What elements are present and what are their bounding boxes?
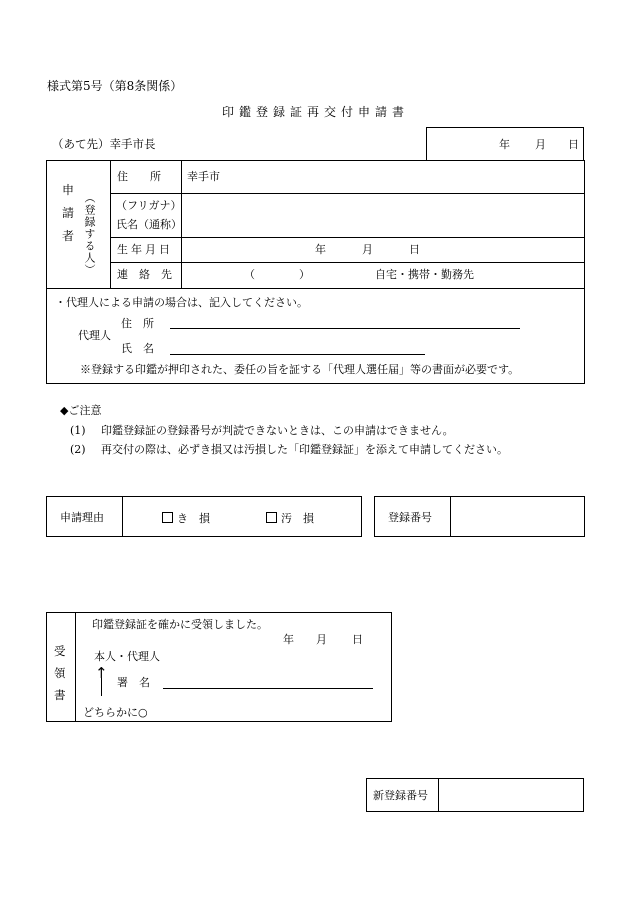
receipt-month-label: 月 [316, 633, 327, 646]
notes-heading: ◆ご注意 [60, 404, 102, 417]
damaged-checkbox[interactable] [162, 512, 173, 523]
birth-month-label: 月 [362, 243, 373, 256]
soiled-checkbox[interactable] [266, 512, 277, 523]
name-label: 氏名（通称） [116, 218, 182, 231]
agent-address-field[interactable] [170, 328, 520, 329]
registration-label: 登録番号 [388, 511, 432, 524]
note-2-text: 再交付の際は、必ずき損又は汚損した「印鑑登録証」を添えて申請してください。 [101, 443, 508, 456]
note-1-text: 印鑑登録証の登録番号が判読できないときは、この申請はできません。 [101, 424, 454, 437]
birth-year-label: 年 [315, 243, 326, 256]
date-year-label: 年 [499, 138, 510, 151]
receipt-year-label: 年 [283, 633, 294, 646]
addressee: （あて先）幸手市長 [52, 137, 156, 151]
new-registration-label: 新登録番号 [373, 789, 428, 802]
receipt-statement: 印鑑登録証を確かに受領しました。 [92, 618, 268, 631]
note-2-num: (2) [70, 443, 86, 456]
agent-requirement: ※登録する印鑑が押印された、委任の旨を証する「代理人選任届」等の書面が必要です。 [80, 363, 520, 376]
address-value[interactable]: 幸手市 [187, 170, 220, 183]
receipt-circle-note: どちらかに○ [83, 706, 148, 719]
registration-number-field[interactable] [451, 497, 583, 536]
agent-note: ・代理人による申請の場合は、記入してください。 [55, 296, 308, 309]
receipt-sign-field[interactable] [163, 688, 373, 689]
reason-label: 申請理由 [60, 511, 104, 524]
date-day-label: 日 [568, 138, 579, 151]
birth-label: 生年月日 [117, 243, 173, 256]
receipt-side-label: 受領書 [54, 644, 66, 702]
agent-label: 代理人 [78, 329, 111, 342]
receipt-person[interactable]: 本人・代理人 [94, 650, 160, 663]
receipt-day-label: 日 [352, 633, 363, 646]
reason-option-damaged[interactable]: き 損 [162, 512, 210, 524]
address-label: 住 所 [117, 170, 161, 183]
contact-label: 連 絡 先 [117, 268, 172, 281]
date-month-label: 月 [535, 138, 546, 151]
birth-day-label: 日 [409, 243, 420, 256]
applicant-side-label: 申請者 [62, 183, 75, 243]
agent-address-label: 住 所 [121, 317, 154, 330]
new-registration-number-field[interactable] [439, 779, 583, 811]
contact-types[interactable]: 自宅・携帯・勤務先 [375, 268, 474, 281]
applicant-side-sub-label: （登録する人） [83, 192, 96, 276]
receipt-sign-label: 署 名 [117, 676, 150, 689]
agent-name-field[interactable] [170, 354, 425, 355]
name-field[interactable] [182, 194, 584, 237]
form-number: 様式第5号（第8条関係） [47, 79, 183, 93]
arrow-up-icon: ↑ [95, 664, 108, 682]
note-1-num: (1) [70, 424, 86, 437]
agent-name-label: 氏 名 [121, 342, 154, 355]
furigana-label: （フリガナ） [116, 199, 182, 212]
page-title: 印鑑登録証再交付申請書 [222, 105, 410, 119]
reason-option-soiled[interactable]: 汚 損 [266, 512, 314, 524]
contact-area-code[interactable]: （ ） [244, 268, 310, 281]
